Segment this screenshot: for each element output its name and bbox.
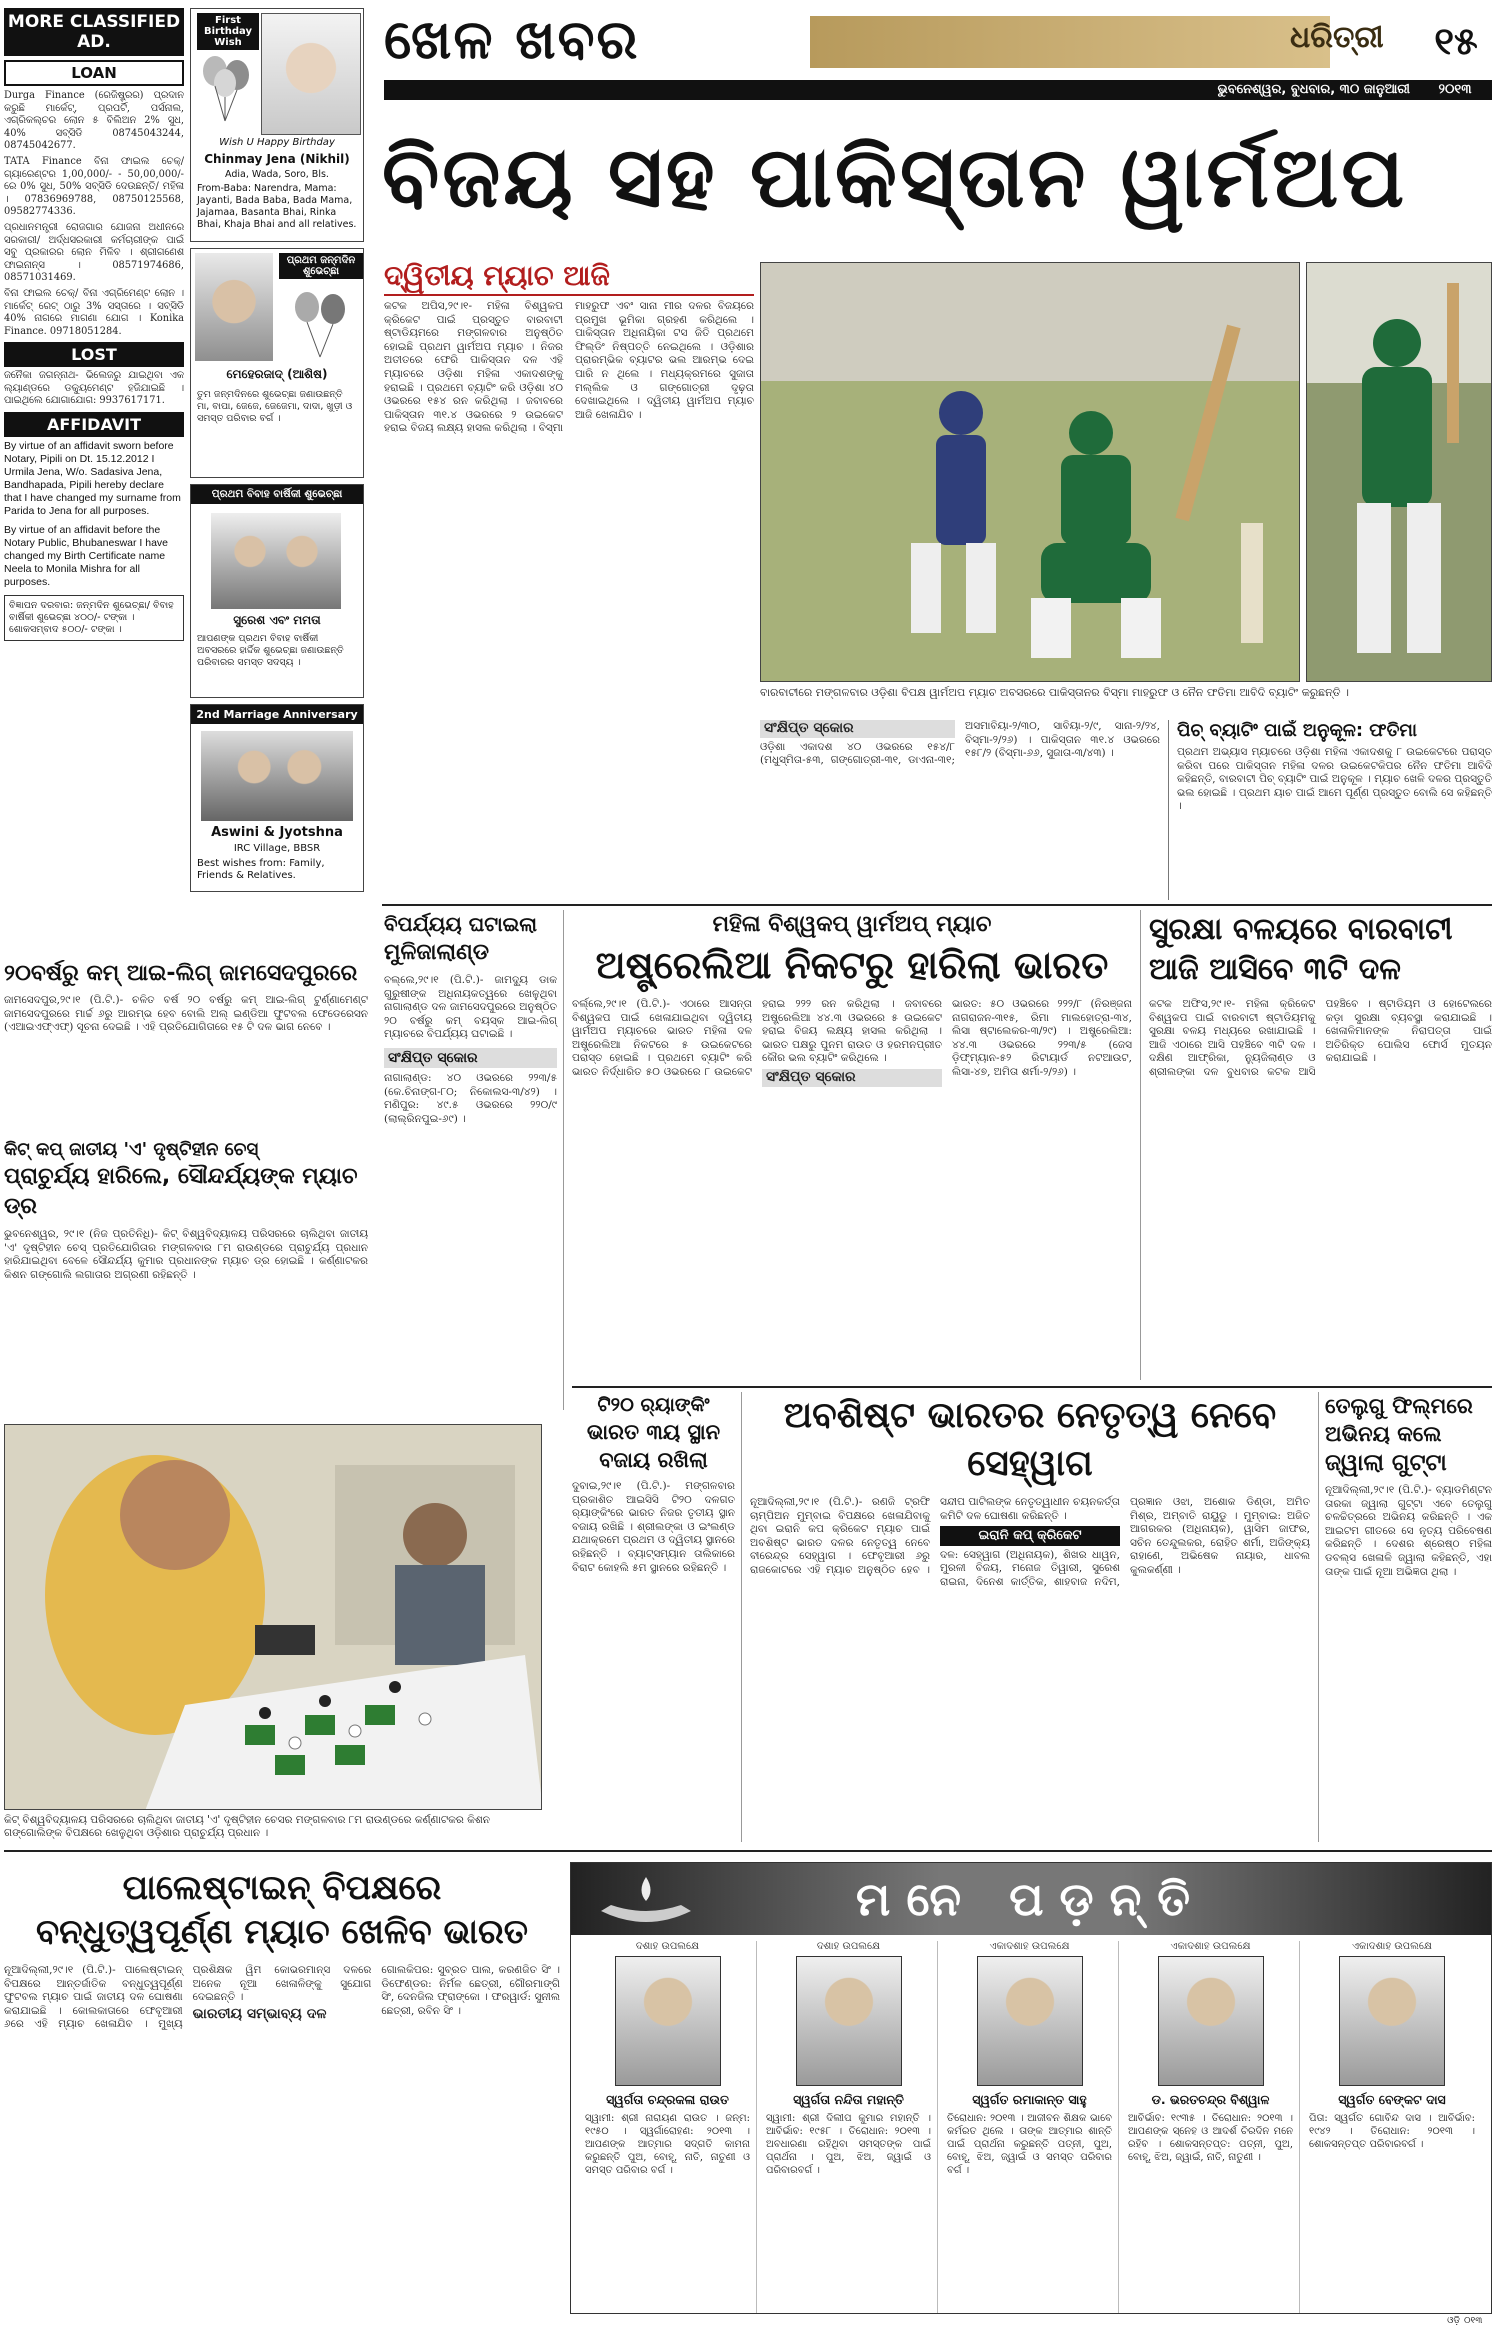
ileague-body: ଜାମସେଦପୁର,୨୯।୧ (ପି.ଟି.)- ଚଳିତ ବର୍ଷ ୨୦ ବର୍ଷରୁ କମ୍ ଆଇ-ଲିଗ୍ ଟୁର୍ଣ୍ଣାମେଣ୍ଟ ଜାମସେଦପୁରରେ ମାର୍ଚ୍ଚ ୬ରୁ ଆରମ୍ଭ ହେବ ବୋଲି ଅଲ୍ ଇଣ୍ଡିଆ ଫୁଟବଲ ଫେଡେରେସନ (ଏଆଇଏଫ୍ଏଫ୍) ସୂଚନା ଦେଇଛି । ଏହି ପ୍ରତିଯୋଗିତାରେ ୧୫ ଟି ଦଳ ଭାଗ ନେବେ । <box>4 994 368 1034</box>
classified-title: MORE CLASSIFIED AD. <box>4 8 184 56</box>
nagaland-score: ନାଗାଲାଣ୍ଡ: ୪୦ ଓଭରରେ ୨୨୩/୫ (କେ.ଚିନାଙ୍ଗ-୮୦; ନିକୋଲସ-୩/୪୨) । ମଣିପୁର: ୪୯.୫ ଓଭରରେ ୨୨୦/୯ (ଲାଲ୍ରିନପୁଇ-୬୯) । <box>384 1071 557 1125</box>
obituary-card <box>1122 1941 1300 2314</box>
lead-photo-2 <box>1306 262 1492 682</box>
wish-text: ତୁମ ଜନ୍ମଦିନରେ ଶୁଭେଚ୍ଛା ଜଣାଉଛନ୍ତି ମା, ବାପା, ଜେଜେ, ଜେଜେମା, ଦାଦା, ଖୁଡ଼ୀ ଓ ସମସ୍ତ ପରିବାର ବର୍ଗ । <box>197 389 353 424</box>
wish-name: Chinmay Jena (Nikhil) <box>204 152 350 166</box>
obituary-name: ସ୍ୱର୍ଗତ ରମାକାନ୍ତ ସାହୁ <box>972 2092 1087 2107</box>
lead-body-text: କଟକ ଅପିସ,୨୯।୧- ମହିଳା ବିଶ୍ୱକପ କ୍ରିକେଟ ପାଇଁ ପ୍ରସ୍ତୁତ ବାରବାଟୀ ଷ୍ଟାଡିୟମରେ ମଙ୍ଗଳବାର ଅନୁଷ୍ଠିତ ହୋଇଛି ପ୍ରଥମ ୱାର୍ମଅପ ମ୍ୟାଚ । ନିଜର ଅତୀତରେ ଫେରି ପାକିସ୍ତାନ ଦଳ ଏହି ମ୍ୟାଚରେ ଓଡ଼ିଶା ମହିଳା ଏକାଦଶଙ୍କୁ ହରାଇଛି । ପ୍ରଥମେ ବ୍ୟାଟିଂ କରି ଓଡ଼ିଶା ୪୦ ଓଭରରେ ୧୫୪ ରନ କରିଥିଲା । ଜବାବରେ ପାକିସ୍ତାନ ୩୧.୪ ଓଭରରେ ୨ ଉଇକେଟ ହରାଇ ବିଜୟ ଲକ୍ଷ୍ୟ ହାସଲ କରିଥିଲା । ବିସ୍ମା ମାହରୁଫ ଏବଂ ସାନା ମୀର ଦଳର ବିଜୟରେ ପ୍ରମୁଖ ଭୂମିକା ଗ୍ରହଣ କରିଥିଲେ । ପାକିସ୍ତାନ ଅଧିନାୟିକା ଟସ ଜିତି ପ୍ରଥମେ ଫିଲ୍ଡିଂ ନିଷ୍ପତ୍ତି ନେଇଥିଲେ । ଓଡ଼ିଶାର ପ୍ରାରମ୍ଭିକ ବ୍ୟାଟର ଭଲ ଆରମ୍ଭ ଦେଇ ପାରି ନ ଥିଲେ । ମଧ୍ୟକ୍ରମରେ ସୁଜାତା ମଲ୍ଲିକ ଓ ଗଙ୍ଗୋତ୍ରୀ ଦୃଢ଼ତା ଦେଖାଇଥିଲେ । ଦ୍ୱିତୀୟ ୱାର୍ମଅପ ମ୍ୟାଚ ଆଜି ଖେଳାଯିବ । <box>384 300 754 435</box>
wish-heading: First Birthday Wish <box>197 13 259 50</box>
child-photo <box>195 253 273 361</box>
blindchess-body: ଭୁବନେଶ୍ୱର, ୨୯।୧ (ନିଜ ପ୍ରତିନିଧି)- କିଟ୍ ବିଶ୍ୱବିଦ୍ୟାଳୟ ପରିସରରେ ଚାଲିଥିବା ଜାତୀୟ 'ଏ' ଦୃଷ୍ଟିହୀନ ଚେସ୍ ପ୍ରତିଯୋଗିତାର ମଙ୍ଗଳବାର ୮ମ ରାଉଣ୍ଡରେ ପ୍ରାଚୁର୍ଯ୍ୟ ପ୍ରଧାନ ହାରିଯାଇଥିବା ବେଳେ ସୌନ୍ଦର୍ଯ୍ୟ କୁମାର ପ୍ରଧାନଙ୍କ ମ୍ୟାଚ ଡ୍ର ହୋଇଛି । କର୍ଣ୍ଣାଟକର କିଶନ ଗଙ୍ଗୋଲି ଲଗାତାର ଅଗ୍ରଣୀ ରହିଛନ୍ତି । <box>4 1228 368 1281</box>
palestine-team: ଗୋଲକିପର: ସୁବ୍ରତ ପାଲ, କରଣଜିତ ସିଂ । ଡିଫେଣ୍ଡର: ନିର୍ମଳ ଛେତ୍ରୀ, ଗୌରମାଙ୍ଗି ସିଂ, ଦେନଜିଲ ଫ୍ରାଙ୍କୋ । ଫରୱାର୍ଡ: ସୁନୀଲ ଛେତ୍ରୀ, ରବିନ ସିଂ । <box>381 1964 560 2017</box>
scorecard-text: ଓଡ଼ିଶା ଏକାଦଶ ୪୦ ଓଭରରେ ୧୫୪/୮ (ମଧୁସ୍ମିତା-୫୩, ଗଙ୍ଗୋତ୍ରୀ-୩୧, ଡାଏନା-୩୧; ଅସମାବିୟା-୨/୩୦, ସାବିୟା-୨/୯, ସାନା-୨/୨୪, ବିସ୍ମା-୨/୨୬) । ପାକିସ୍ତାନ ୩୧.୪ ଓଭରରେ ୧୫୮/୨ (ବିସ୍ମା-୬୬, ସୁଜାତା-୩/୪୩) । <box>760 720 1160 767</box>
affidavit-notice: By virtue of an affidavit sworn before Notary, Pipili on Dt. 15.12.2012 I Urmila Jena, W/o. Sadasiva Jena, Bandhapada, Pipili hereby declare that I have changed my surname from Parida to Jena for all purposes. <box>4 440 181 518</box>
chess-caption: କିଟ୍ ବିଶ୍ୱବିଦ୍ୟାଳୟ ପରିସରରେ ଚାଲିଥିବା ଜାତୀୟ 'ଏ' ଦୃଷ୍ଟିହୀନ ଚେସର ମଙ୍ଗଳବାର ୮ମ ରାଉଣ୍ଡରେ କର୍ଣ୍ଣାଟକର କିଶନ ଗଙ୍ଗୋଲିଙ୍କ ବିପକ୍ଷରେ ଖେଳୁଥିବା ଓଡ଼ିଶାର ପ୍ରାଚୁର୍ଯ୍ୟ ପ୍ରଧାନ । <box>4 1814 490 1839</box>
paper-name: ଧରିତ୍ରୀ <box>1290 20 1384 55</box>
affidavit-heading: AFFIDAVIT <box>4 412 184 437</box>
jwala-headline: ଅଭିନୟ କଲେ <box>1325 1422 1442 1446</box>
obituary-text: ତିରୋଧାନ: ୨୦୧୩ । ଆଜୀବନ ଶିକ୍ଷକ ଭାବେ କର୍ମରତ ଥିଲେ । ତାଙ୍କ ଆତ୍ମାର ଶାନ୍ତି ପାଇଁ ପ୍ରାର୍ଥନା କରୁଛନ୍ତି ପତ୍ନୀ, ପୁଅ, ବୋହୂ, ଝିଅ, ଜ୍ୱାଇଁ ଓ ସମସ୍ତ ପରିବାର ବର୍ଗ । <box>947 2113 1112 2176</box>
lamp-icon <box>591 1871 701 1927</box>
section-title-band <box>810 16 1330 68</box>
couple-photo <box>211 513 341 609</box>
wish-text: From-Baba: Narendra, Mama: Jayanti, Bada Baba, Bada Mama, Jajamaa, Basanta Bhai, Rinka Bhai, Khaja Bhai and all relatives. <box>197 183 357 230</box>
jwala-headline-2: ଜ୍ୱାଲା ଗୁଟ୍ଟା <box>1325 1450 1447 1476</box>
sehwag-body: ନୂଆଦିଲ୍ଲୀ,୨୯।୧ (ପି.ଟି.)- ରଣଜି ଟ୍ରଫି ଚାମ୍ପିଅନ ମୁମ୍ବାଇ ବିପକ୍ଷରେ ଖେଳାଯିବାକୁ ଥିବା ଇରାନି କପ କ୍ରିକେଟ ମ୍ୟାଚ ପାଇଁ ଅବଶିଷ୍ଟ ଭାରତ ଦଳର ନେତୃତ୍ୱ ନେବେ ବୀରେନ୍ଦ୍ର ସେହ୍ୱାଗ । ଫେବୃଆରୀ ୬ରୁ ରାଜକୋଟରେ ଏହି ମ୍ୟାଚ ଅନୁଷ୍ଠିତ ହେବ । ସନ୍ଦୀପ ପାଟିଲଙ୍କ ନେତୃତ୍ୱାଧୀନ ଚୟନକର୍ତ୍ତା କମିଟି ଦଳ ଘୋଷଣା କରିଛନ୍ତି । <box>750 1496 1120 1576</box>
wish-subtitle: Wish U Happy Birthday <box>219 137 335 148</box>
wish-heading: ପ୍ରଥମ ଜନ୍ମଦିନ ଶୁଭେଚ୍ଛା <box>279 253 363 279</box>
womens-wc-story <box>572 910 1132 1380</box>
nagaland-body: ବଲ୍ଲେ,୨୯।୧ (ପି.ଟି.)- ଜାମଦ୍ୟୁ ଡାକ ଗୁରୁଷୀଙ୍କ ଅଧିନାୟକତ୍ୱରେ ଖେଳୁଥିବା ନାଗାଲାଣ୍ଡ ଦଳ ଜାମସେଦପୁରରେ ଅନୁଷ୍ଠିତ ୨୦ ବର୍ଷରୁ କମ୍ ବୟସ୍କ ଆଇ-ଲିଗ୍ ମ୍ୟାଚରେ ବିପର୍ଯ୍ୟୟ ଘଟାଇଛି । <box>384 974 557 1041</box>
portrait-photo <box>1339 1956 1445 2086</box>
lead-scorecard <box>760 720 1160 880</box>
sidebar-text: ପ୍ରଥମ ଅଭ୍ୟାସ ମ୍ୟାଚରେ ଓଡ଼ିଶା ମହିଳା ଏକାଦଶକୁ ୮ ଉଇକେଟରେ ପରାସ୍ତ କରିବା ପରେ ପାକିସ୍ତାନ ମହିଳା ଦଳର ଉଇକେଟକିପର ନୈନ ଫତିମା ଆବିଦି କହିଛନ୍ତି, ବାରବାଟୀ ପିଚ୍ ବ୍ୟାଟିଂ ପାଇଁ ଅନୁକୂଳ । ମ୍ୟାଚ ଖେଳି ଦଳର ପ୍ରସ୍ତୁତି ଭଲ ହୋଇଛି । ପ୍ରଥମ ୟାଚ ପାଇଁ ଆମେ ପୂର୍ଣ୍ଣ ପ୍ରସ୍ତୁତ ବୋଲି ସେ କହିଛନ୍ତି । <box>1177 746 1492 813</box>
divider <box>4 1850 1492 1852</box>
obituary-role: ଏକାଦଶାହ ଉପଲକ୍ଷେ <box>1170 1941 1251 1952</box>
womens-wc-kicker: ମହିଳା ବିଶ୍ୱକପ୍ ୱାର୍ମଅପ୍ ମ୍ୟାଚ <box>712 912 992 937</box>
obituary-block <box>570 1862 1492 2314</box>
sehwag-story <box>750 1392 1310 1842</box>
wishes-column <box>190 8 364 898</box>
loan-heading: LOAN <box>4 60 184 86</box>
t20-body: ଦୁବାଇ,୨୯।୧ (ପି.ଟି.)- ମଙ୍ଗଳବାର ପ୍ରକାଶିତ ଆଇସିସି ଟି୨୦ ଦଳଗତ ର‌୍ୟାଙ୍କିଂରେ ଭାରତ ନିଜର ତୃତୀୟ ସ୍ଥାନ ବଜାୟ ରଖିଛି । ଶ୍ରୀଲଙ୍କା ଓ ଇଂଲଣ୍ଡ ଯଥାକ୍ରମେ ପ୍ରଥମ ଓ ଦ୍ୱିତୀୟ ସ୍ଥାନରେ ରହିଛନ୍ତି । ବ୍ୟାଟ୍ସମ୍ୟାନ ତାଲିକାରେ ବିରାଟ କୋହଲି ୫ମ ସ୍ଥାନରେ ରହିଛନ୍ତି । <box>572 1480 735 1574</box>
obituary-text: ସ୍ୱାମୀ: ଶ୍ରୀ ନାରାୟଣ ରାଉତ । ଜନ୍ମ: ୧୯୫୦ । ସ୍ୱର୍ଗାରୋହଣ: ୨୦୧୩ । ଆପଣଙ୍କ ଆତ୍ମାର ସଦ୍ଗତି କାମନା କରୁଛନ୍ତି ପୁଅ, ବୋହୂ, ନାତି, ନାତୁଣୀ ଓ ସମସ୍ତ ପରିବାର ବର୍ଗ । <box>585 2113 750 2176</box>
security-subhead: ଆଜି ଆସିବେ ୩ଟି ଦଳ <box>1149 952 1401 987</box>
wish-address: Adia, Wada, Soro, Bls. <box>225 169 329 180</box>
security-body: କଟକ ଅଫିସ,୨୯।୧- ମହିଳା କ୍ରିକେଟ ବିଶ୍ୱକପ ପାଇଁ ବାରବାଟୀ ଷ୍ଟାଡିୟମକୁ ସୁରକ୍ଷା ବଳୟ ମଧ୍ୟରେ ରଖାଯାଇଛି । ଆଜି ଏଠାରେ ଆସି ପହଞ୍ଚିବେ ୩ଟି ଦଳ । ଦକ୍ଷିଣ ଆଫ୍ରିକା, ନ୍ୟୁଜିଲାଣ୍ଡ ଓ ଶ୍ରୀଲଙ୍କା ଦଳ ବୁଧବାର କଟକ ଆସି ପହଞ୍ଚିବେ । ଷ୍ଟାଡିୟମ ଓ ହୋଟେଲରେ କଡ଼ା ସୁରକ୍ଷା ବ୍ୟବସ୍ଥା କରାଯାଇଛି । ଖେଳାଳିମାନଙ୍କ ନିରାପତ୍ତା ପାଇଁ ଅତିରିକ୍ତ ପୋଲିସ ଫୋର୍ସ ମୁତୟନ କରାଯାଇଛି । <box>1149 998 1492 1078</box>
obituary-name: ଡ. ଭରତଚନ୍ଦ୍ର ବିଶ୍ୱାଳ <box>1151 2092 1270 2107</box>
nagaland-score-heading: ସଂକ୍ଷିପ୍ତ ସ୍କୋର <box>384 1048 557 1068</box>
obituary-card <box>760 1941 938 2314</box>
dateline: ଭୁବନେଶ୍ୱର, ବୁଧବାର, ୩୦ ଜାନୁଆରୀ <box>1217 82 1410 97</box>
lead-kicker: ଦ୍ୱିତୀୟ ମ୍ୟାଚ ଆଜି <box>384 256 754 296</box>
sehwag-headline: ଅବଶିଷ୍ଟ ଭାରତର ନେତୃତ୍ୱ ନେବେ ସେହ୍ୱାଗ <box>783 1395 1277 1484</box>
child-photo <box>261 13 361 135</box>
obituary-role: ଏକାଦଶାହ ଉପଲକ୍ଷେ <box>1352 1941 1432 1952</box>
womens-wc-body: ବର୍ଲ୍ଲେ,୨୯।୧ (ପି.ଟି.)- ଏଠାରେ ଆସନ୍ତା ବିଶ୍ୱକପ ପାଇଁ ଖେଳାଯାଇଥିବା ଦ୍ୱିତୀୟ ୱାର୍ମଅପ ମ୍ୟାଚରେ ଭାରତ ମହିଳା ଦଳ ଅଷ୍ଟ୍ରେଲିଆ ନିକଟରେ ୫ ଉଇକେଟରେ ପରାସ୍ତ ହୋଇଛି । ପ୍ରଥମେ ବ୍ୟାଟିଂ କରି ଭାରତ ନିର୍ଦ୍ଧାରିତ ୫୦ ଓଭରରେ ୮ ଉଇକେଟ ହରାଇ ୨୨୨ ରନ କରିଥିଲା । ଜବାବରେ ଅଷ୍ଟ୍ରେଲିଆ ୪୪.୩ ଓଭରରେ ୫ ଉଇକେଟ ହରାଇ ବିଜୟ ଲକ୍ଷ୍ୟ ହାସଲ କରିଥିଲା । ଭାରତ ପକ୍ଷରୁ ପୁନମ ରାଉତ ଓ ହରମନପ୍ରୀତ କୌର ଭଲ ବ୍ୟାଟିଂ କରିଥିଲେ । <box>572 998 942 1078</box>
wish-name: ମେହେରଜାଦ୍ (ଆଶିଷ) <box>226 367 328 381</box>
classified-column <box>4 8 184 898</box>
obituary-name: ସ୍ୱର୍ଗତା ଚନ୍ଦ୍ରକଳା ରାଉତ <box>606 2092 729 2107</box>
security-headline: ସୁରକ୍ଷା ବଳୟରେ ବାରବାଟୀ <box>1149 912 1453 947</box>
portrait-photo <box>615 1956 721 2086</box>
womens-wc-score-heading: ସଂକ୍ଷିପ୍ତ ସ୍କୋର <box>762 1069 942 1087</box>
balloons-icon <box>197 53 257 123</box>
obituary-role: ଦଶାହ ଉପଲକ୍ଷେ <box>816 1941 881 1952</box>
lead-photo-1 <box>760 262 1300 682</box>
page-number: ୧୫ <box>1434 19 1478 63</box>
jwala-kicker: ତେଲୁଗୁ ଫିଲ୍ମରେ <box>1325 1394 1473 1418</box>
obituary-role: ଦଶାହ ଉପଲକ୍ଷେ <box>635 1941 700 1952</box>
obituary-text: ଆବିର୍ଭାବ: ୧୯୩୫ । ତିରୋଧାନ: ୨୦୧୩ । ଆପଣଙ୍କ ସ୍ନେହ ଓ ଆଦର୍ଶ ଚିରଦିନ ମନେ ରହିବ । ଶୋକସନ୍ତପ୍ତ: ପତ୍ନୀ, ପୁଅ, ବୋହୂ, ଝିଅ, ଜ୍ୱାଇଁ, ନାତି, ନାତୁଣୀ । <box>1128 2113 1293 2163</box>
year: ୨୦୧୩ <box>1438 82 1472 97</box>
nagaland-kicker: ବିପର୍ଯ୍ୟୟ ଘଟାଇଲା <box>384 912 538 936</box>
portrait-photo <box>977 1956 1083 2086</box>
ad-rates-box: ବିଜ୍ଞାପନ ଦରବାର: ଜନ୍ମଦିନ ଶୁଭେଚ୍ଛା/ ବିବାହ ବାର୍ଷିକୀ ଶୁଭେଚ୍ଛା ୪୦୦/- ଟଙ୍କା । ଶୋକସମ୍ବାଦ ୫୦୦/- ଟଙ୍କା । <box>4 595 184 641</box>
wish-heading: ପ୍ରଥମ ବିବାହ ବାର୍ଷିକୀ ଶୁଭେଚ୍ଛା <box>191 485 363 504</box>
obituary-card <box>579 1941 757 2314</box>
palestine-headline: ବନ୍ଧୁତ୍ୱପୂର୍ଣ୍ଣ ମ୍ୟାଚ ଖେଳିବ ଭାରତ <box>35 1912 529 1952</box>
anniversary-wish-1 <box>190 484 364 698</box>
wish-name: Aswini & Jyotshna <box>211 825 343 840</box>
lost-heading: LOST <box>4 342 184 367</box>
obituary-name: ସ୍ୱର୍ଗତ ବେଙ୍କଟ ଦାସ <box>1338 2092 1446 2107</box>
loan-ad: ବିନା ଫାଇଲ ଚେକ୍/ ବିନା ଏଗ୍ରିମେଣ୍ଟ ଲୋନ । ମାର୍କେଟ୍ ରେଟ୍ ଠାରୁ 3% ସସ୍ତାରେ । ସବ୍‌ସିଡି 40% ନାଗରେ ମାଗଣା ଯୋଗ । Konika Finance. 09718051284. <box>4 287 184 337</box>
palestine-story <box>4 1866 560 2306</box>
birthday-wish-1 <box>190 8 364 242</box>
obituary-card <box>1303 1941 1481 2314</box>
obituary-text: ପିତା: ସ୍ୱର୍ଗତ ଗୋବିନ୍ଦ ଦାସ । ଆବିର୍ଭାବ: ୧୯୪୨ । ତିରୋଧାନ: ୨୦୧୩ । ଶୋକସନ୍ତପ୍ତ ପରିବାରବର୍ଗ । <box>1309 2113 1475 2150</box>
obituary-name: ସ୍ୱର୍ଗତା ନନ୍ଦିତା ମହାନ୍ତି <box>793 2092 904 2107</box>
blindchess-headline: ପ୍ରାଚୁର୍ଯ୍ୟ ହାରିଲେ, ସୌନ୍ଦର୍ଯ୍ୟଙ୍କ ମ୍ୟାଚ ଡ୍ର <box>4 1164 358 1219</box>
palestine-body: ନୂଆଦିଲ୍ଲୀ,୨୯।୧ (ପି.ଟି.)- ପାଲେଷ୍ଟାଇନ୍ ବିପକ୍ଷରେ ଆନ୍ତର୍ଜାତିକ ବନ୍ଧୁତ୍ୱପୂର୍ଣ୍ଣ ଫୁଟବଲ ମ୍ୟାଚ ପାଇଁ ଜାତୀୟ ଦଳ ଘୋଷଣା କରାଯାଇଛି । କୋଲକାତାରେ ଫେବୃଆରୀ ୬ରେ ଏହି ମ୍ୟାଚ ଖେଳାଯିବ । ମୁଖ୍ୟ ପ୍ରଶିକ୍ଷକ ୱିମ କୋଭରମାନ୍ସ ଦଳରେ ଅନେକ ନୂଆ ଖେଳାଳିଙ୍କୁ ସୁଯୋଗ ଦେଇଛନ୍ତି । <box>4 1964 372 2031</box>
obituary-text: ସ୍ୱାମୀ: ଶ୍ରୀ ଦିଲୀପ କୁମାର ମହାନ୍ତି । ଆବିର୍ଭାବ: ୧୯୫୮ । ତିରୋଧାନ: ୨୦୧୩ । ଅବଧାରଣା ରହିଥିବା ସମସ୍ତଙ୍କ ପାଇଁ ପ୍ରାର୍ଥନା । ପୁଅ, ଝିଅ, ଜ୍ୱାଇଁ ଓ ପରିବାରବର୍ଗ । <box>766 2113 931 2176</box>
obituary-banner: ମନେ ପଡ଼ନ୍ତି <box>855 1872 1207 1926</box>
lead-photo-caption: ବାରବାଟୀରେ ମଙ୍ଗଳବାର ଓଡ଼ିଶା ବିପକ୍ଷ ୱାର୍ମଅପ ମ୍ୟାଚ ଅବସରରେ ପାକିସ୍ତାନର ବିସ୍ମା ମାହରୁଫ ଓ ନୈନ ଫତିମା ଆବିଦି ବ୍ୟାଟିଂ କରୁଛନ୍ତି । <box>760 686 1350 699</box>
t20-kicker: ଟି୨୦ ର‌୍ୟାଙ୍କିଂ <box>597 1394 710 1416</box>
ileague-headline: ୨୦ବର୍ଷରୁ କମ୍ ଆଇ-ଲିଗ୍ ଜାମସେଦପୁରରେ <box>4 961 358 986</box>
irani-cup-tag: ଇରାନି କପ୍ କ୍ରିକେଟ <box>940 1526 1120 1546</box>
jwala-body: ନୂଆଦିଲ୍ଲୀ,୨୯।୧ (ପି.ଟି.)- ବ୍ୟାଡମିଣ୍ଟନ ତାରକା ଜ୍ୱାଲା ଗୁଟ୍ଟା ଏବେ ତେଲୁଗୁ ଚଳଚ୍ଚିତ୍ରରେ ଅଭିନୟ କରିଛନ୍ତି । ଏକ ଆଇଟମ ଗୀତରେ ସେ ନୃତ୍ୟ ପରିବେଷଣ କରିଛନ୍ତି । ଦେଶର ଶ୍ରେଷ୍ଠ ମହିଳା ଡବଲ୍ସ ଖେଳାଳି ଜ୍ୱାଲା କହିଛନ୍ତି, ଏହା ତାଙ୍କ ପାଇଁ ନୂଆ ଅଭିଜ୍ଞତା ଥିଲା । <box>1325 1484 1492 1578</box>
t20-headline: ଭାରତ ୩ୟ ସ୍ଥାନ <box>586 1420 721 1444</box>
jwala-story <box>1318 1392 1492 1842</box>
nagaland-story <box>384 910 564 1410</box>
blindchess-story <box>4 1138 368 1418</box>
affidavit-notice: By virtue of an affidavit before the Notary Public, Bhubaneswar I have changed my Birth Certificate name Neela to Monila Mishra for all purposes. <box>4 524 169 589</box>
wish-text: Best wishes from: Family, Friends & Relatives. <box>197 858 325 881</box>
blindchess-kicker: କିଟ୍ କପ୍ ଜାତୀୟ 'ଏ' ଦୃଷ୍ଟିହୀନ ଚେସ୍ <box>4 1139 259 1160</box>
obituary-role: ଏକାଦଶାହ ଉପଲକ୍ଷେ <box>989 1941 1070 1952</box>
sehwag-team: ଦଳ: ସେହ୍ୱାଗ (ଅଧିନାୟକ), ଶିଖର ଧାୱନ, ମୁରଳୀ ବିଜୟ, ମନୋଜ ତିୱାରୀ, ସୁରେଶ ରାଇନା, ଦିନେଶ କାର୍ତ୍ତିକ, ଶାହବାଜ ନଦିମ, ପ୍ରଜ୍ଞାନ ଓଝା, ଅଶୋକ ଡିଣ୍ଡା, ଅମିତ ମିଶ୍ର, ଅମ୍ବାତି ରାୟୁଡୁ । ମୁମ୍ବାଇ: ଅଜିତ ଆଗରକର (ଅଧିନାୟକ), ୱାସିମ ଜାଫର, ସଚିନ ତେନ୍ଦୁଲକର, ରୋହିତ ଶର୍ମା, ଅଜିଙ୍କ୍ୟ ରାହାଣେ, ଅଭିଷେକ ନାୟାର, ଧାବଲ କୁଲକର୍ଣ୍ଣୀ । <box>940 1496 1310 1588</box>
wish-address: IRC Village, BBSR <box>233 843 321 854</box>
portrait-photo <box>796 1956 902 2086</box>
wish-name: ସୁରେଶ ଏବଂ ମମତା <box>233 613 321 627</box>
nagaland-headline: ମୁଳିଜାଲାଣ୍ଡ <box>384 940 490 965</box>
lead-body <box>384 300 754 740</box>
scorecard-heading: ସଂକ୍ଷିପ୍ତ ସ୍କୋର <box>760 720 955 738</box>
footer-code: ଓଡ଼ି <box>1447 2316 1460 2326</box>
portrait-photo <box>1158 1956 1264 2086</box>
security-story <box>1140 910 1492 1380</box>
loan-ad: TATA Finance ବିନା ଫାଇଲ ଚେକ୍/ ଗ୍ୟାରେଣ୍ଟର 1,00,000/- - 50,00,000/- ରେ 0% ସୁଧ, 50% ସବ୍‌ସିଡି ଦେଉଛନ୍ତି/ ମହିଳା । 07836969788, 08750125568, 09582774336. <box>4 155 184 218</box>
womens-wc-headline: ଅଷ୍ଟ୍ରେଲିଆ ନିକଟରୁ ହାରିଲା ଭାରତ <box>595 943 1109 987</box>
masthead <box>380 6 1492 106</box>
palestine-team-heading: ଭାରତୀୟ ସମ୍ଭାବ୍ୟ ଦଳ <box>192 2005 327 2022</box>
wish-text: ଆପଣଙ୍କ ପ୍ରଥମ ବିବାହ ବାର୍ଷିକୀ ଅବସରରେ ହାର୍ଦ୍ଦିକ ଶୁଭେଚ୍ଛା ଜଣାଉଛନ୍ତି ପରିବାରର ସମସ୍ତ ସଦସ୍ୟ । <box>197 633 344 668</box>
divider <box>382 904 1492 906</box>
t20-headline-2: ବଜାୟ ରଖିଲା <box>599 1448 708 1472</box>
t20-story <box>572 1392 742 1842</box>
lead-sidebar <box>1168 720 1492 900</box>
womens-wc-score: ଭାରତ: ୫୦ ଓଭରରେ ୨୨୨/୮ (ନିରଞ୍ଜନା ନାଗରାଜନ-୩୧୫, ରିମା ମାଲହୋତ୍ରା-୩୪, ଲିସା ଷ୍ଟାଲେକର-୩/୨୯) । ଅଷ୍ଟ୍ରେଲିଆ: ୪୪.୩ ଓଭରରେ ୨୨୩/୫ (ଜେସ ଡ଼ିଫ୍‌ମ୍ୟାନ-୫୨ ରିଟାୟାର୍ଡ ନଟଆଉଟ, ଲିସା-୪୭, ଅମିତା ଶର୍ମା-୨/୨୬) । <box>952 998 1132 1078</box>
palestine-kicker: ପାଲେଷ୍ଟାଇନ୍ ବିପକ୍ଷରେ <box>122 1868 442 1908</box>
chess-photo <box>4 1424 542 1810</box>
divider <box>572 1386 1492 1388</box>
anniversary-wish-2 <box>190 704 364 892</box>
loan-ad: Durga Finance (ରେଜିଷ୍ଟ୍ରର) ପ୍ରଦାନ କରୁଛି ମାର୍କେଟ୍, ପ୍ରପର୍ଟି, ପର୍ସନାଲ, ଏଗ୍ରିକଲ୍ଚର ଲୋନ ୫ ବିଲିଅନ 2% ସୁଧ, 40% ସବ୍‌ସିଡି 08745043244, 08745042677. <box>4 90 184 152</box>
obituary-card <box>941 1941 1119 2314</box>
section-title: ଖେଳ ଖବର <box>384 7 640 71</box>
couple-photo <box>201 731 353 821</box>
loan-ad: ପ୍ରଧାନମନ୍ତ୍ରୀ ରୋଜଗାର ଯୋଜନା ଅଧୀନରେ ସରକାରୀ/ ଅର୍ଦ୍ଧସରକାରୀ କର୍ମଚାରୀଙ୍କ ପାଇଁ ସବୁ ପ୍ରକାରର ଲୋନ ମିଳିବ । ଶ୍ରୀଗଣେଶ ଫାଇନାନ୍ସ । 08571974686, 08571031469. <box>4 221 184 284</box>
obituary-cards <box>579 1941 1485 2311</box>
footer-page: ୦୧୩ <box>1464 2316 1483 2326</box>
lead-headline: ବିଜୟ ସହ ପାକିସ୍ତାନ ୱାର୍ମଅପ <box>382 128 1408 226</box>
sidebar-headline: ପିଚ୍ ବ୍ୟାଟିଂ ପାଇଁ ଅନୁକୂଳ: ଫତିମା <box>1177 720 1417 741</box>
birthday-wish-2 <box>190 248 364 478</box>
ileague-story <box>4 960 368 1130</box>
wish-heading: 2nd Marriage Anniversary <box>191 705 363 724</box>
lost-ad: ଜନୈକା ଜଗନ୍ନାଥ- ଭିଲେଜରୁ ଯାଇଥିବା ଏକ ଲ୍ୟାଣ୍ଡରେ ଡକ୍ୟୁମେଣ୍ଟ ହଜିଯାଇଛି । ପାଇଥିଲେ ଯୋଗାଯୋଗ: 9937617171. <box>4 370 184 407</box>
balloons-icon <box>287 289 357 359</box>
